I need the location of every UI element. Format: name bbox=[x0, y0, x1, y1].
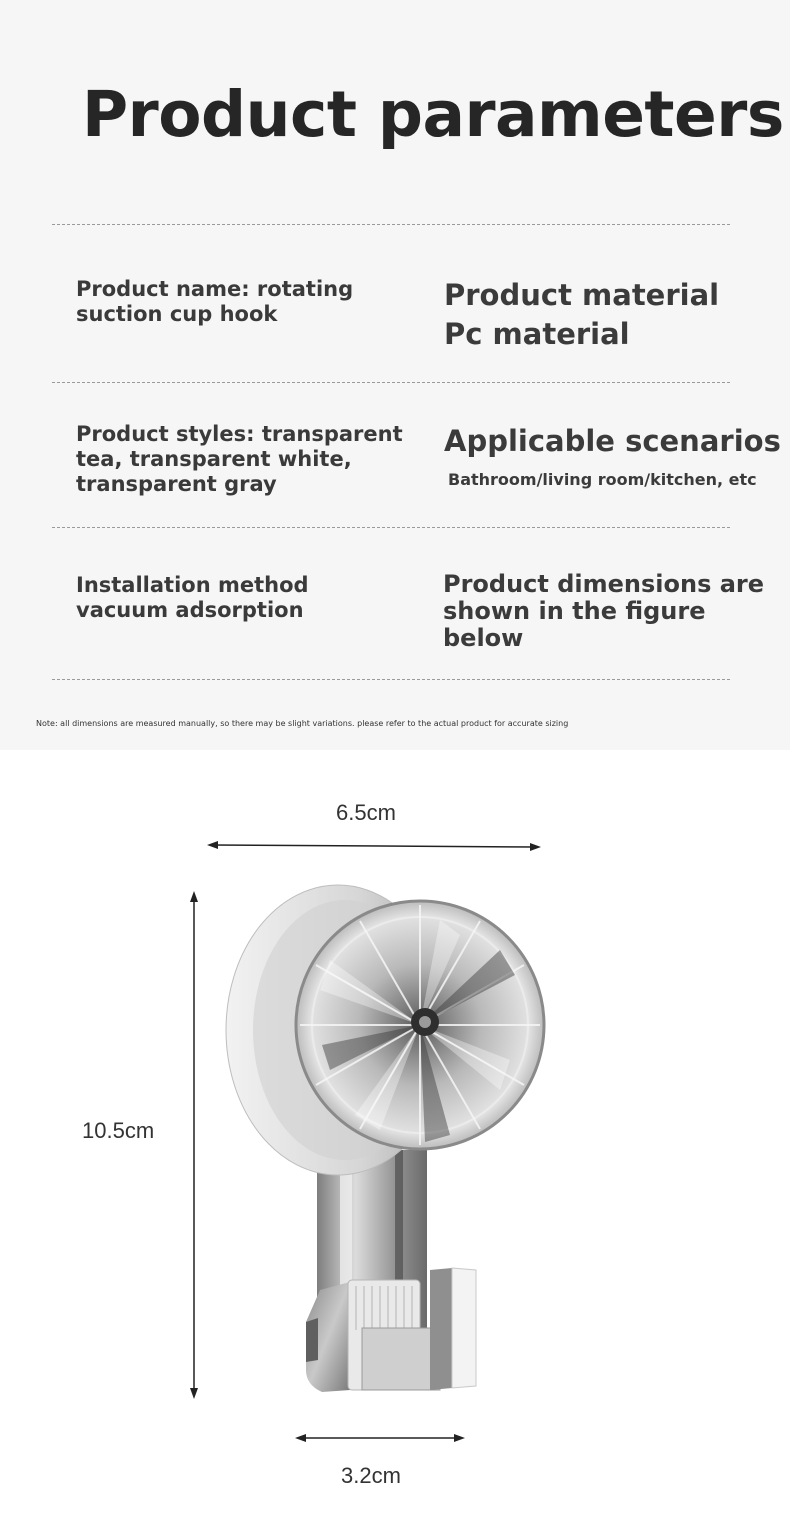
bottom-width-arrow bbox=[295, 1434, 465, 1442]
height-dimension-label: 10.5cm bbox=[82, 1118, 155, 1143]
applicable-scenarios-heading: Applicable scenarios bbox=[444, 424, 781, 458]
crystal-dial bbox=[296, 901, 544, 1149]
height-arrow bbox=[190, 891, 198, 1399]
product-material-heading: Product material bbox=[444, 278, 720, 312]
product-material-value: Pc material bbox=[444, 317, 630, 351]
page-title: Product parameters bbox=[82, 78, 784, 151]
installation-method-text: Installation method vacuum adsorption bbox=[76, 573, 309, 622]
measurement-note: Note: all dimensions are measured manually, so there may be slight variations. please refer to the actual product for accurate sizing bbox=[36, 719, 569, 728]
product-name-text: Product name: rotating suction cup hook bbox=[76, 277, 354, 326]
width-arrow bbox=[207, 841, 541, 851]
bottom-width-dimension-label: 3.2cm bbox=[341, 1463, 401, 1488]
applicable-scenarios-value: Bathroom/living room/kitchen, etc bbox=[448, 470, 757, 489]
product-styles-text: Product styles: transparent tea, transparent white, transparent gray bbox=[76, 422, 403, 496]
product-dimensions-heading: Product dimensions are shown in the figure below bbox=[443, 570, 765, 652]
width-dimension-label: 6.5cm bbox=[336, 800, 396, 825]
